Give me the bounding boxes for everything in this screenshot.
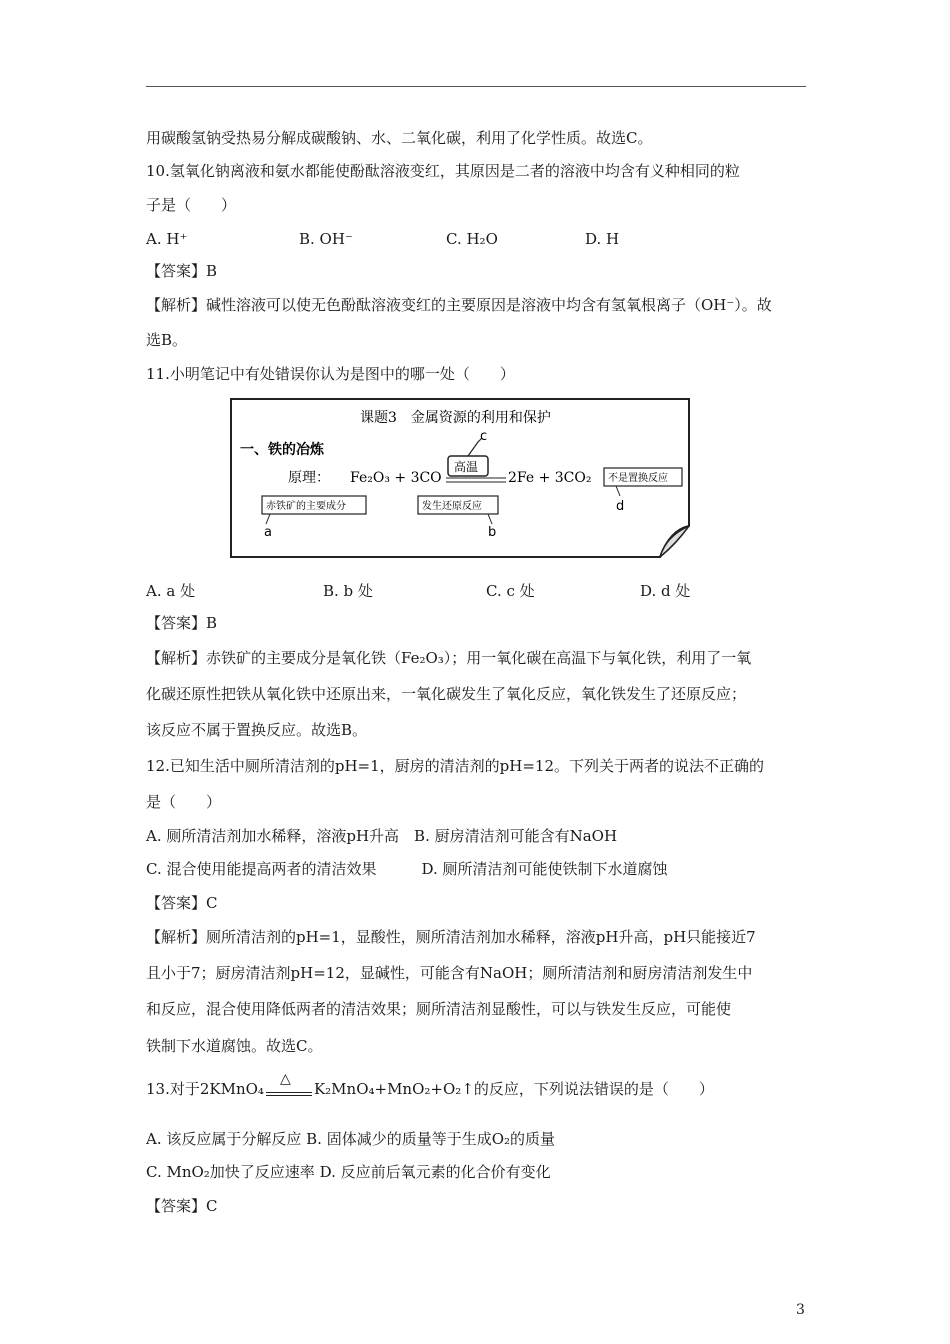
figure-title: 课题3 金属资源的利用和保护 <box>360 410 551 426</box>
explanation-10-cont: 选B。 <box>146 331 188 349</box>
question-12: 12.已知生活中厕所清洁剂的pH=1，厨房的清洁剂的pH=12。下列关于两者的说法不正确的 <box>146 757 764 775</box>
explanation-12-cont2: 和反应，混合使用降低两者的清洁效果；厕所清洁剂显酸性，可以与铁发生反应，可能使 <box>146 1000 732 1018</box>
answer-13: 【答案】C <box>146 1197 218 1215</box>
explanation-11-end: 该反应不属于置换反应。故选B。 <box>146 721 368 739</box>
question-13-suffix: 的反应，下列说法错误的是（ ） <box>473 1080 714 1098</box>
reactant: 2KMnO₄ <box>199 1080 264 1098</box>
explanation-12-cont: 且小于7；厨房清洁剂pH=12，显碱性，可能含有NaOH；厕所清洁剂和厨房清洁剂发生中 <box>146 964 753 982</box>
explanation-12: 【解析】厕所清洁剂的pH=1，显酸性，厕所清洁剂加水稀释，溶液pH升高，pH只能接近7 <box>146 928 756 946</box>
equation-left: Fe₂O₃ + 3CO <box>350 470 442 486</box>
question-11: 11.小明笔记中有处错误你认为是图中的哪一处（ ） <box>146 365 515 383</box>
explanation-12-end: 铁制下水道腐蚀。故选C。 <box>146 1037 323 1055</box>
answer-11: 【答案】B <box>146 614 218 632</box>
label-c: c <box>480 429 488 444</box>
principle-label: 原理： <box>288 470 330 486</box>
callout-a: 赤铁矿的主要成分 <box>266 501 346 512</box>
question-13-prefix: 13.对于 <box>146 1080 200 1098</box>
label-d: d <box>616 499 625 514</box>
callout-b: 发生还原反应 <box>422 501 482 512</box>
options-12-cd: C. 混合使用能提高两者的清洁效果 D. 厕所清洁剂可能使铁制下水道腐蚀 <box>146 860 668 878</box>
text-line: 用碳酸氢钠受热易分解成碳酸钠、水、二氧化碳，利用了化学性质。故选C。 <box>146 129 653 147</box>
options-12-ab: A. 厕所清洁剂加水稀释，溶液pH升高 B. 厨房清洁剂可能含有NaOH <box>146 827 618 845</box>
question-10-cont: 子是（ ） <box>146 196 237 214</box>
answer-10: 【答案】B <box>146 262 218 280</box>
products: K₂MnO₄+MnO₂+O₂↑ <box>313 1080 474 1098</box>
notebook-figure <box>230 398 690 558</box>
question-10: 10.氢氧化钠离液和氨水都能使酚酞溶液变红，其原因是二者的溶液中均含有义种相同的粒 <box>146 162 740 180</box>
option-d: D. H <box>585 230 620 248</box>
explanation-10: 【解析】碱性溶液可以使无色酚酞溶液变红的主要原因是溶液中均含有氢氧根离子（OH⁻）。故 <box>146 296 772 314</box>
option-d: D. d 处 <box>640 582 691 600</box>
option-c: C. H₂O <box>446 230 498 248</box>
options-13-ab: A. 该反应属于分解反应 B. 固体减少的质量等于生成O₂的质量 <box>146 1130 556 1148</box>
answer-12: 【答案】C <box>146 894 218 912</box>
question-12-cont: 是（ ） <box>146 793 222 811</box>
explanation-11: 【解析】赤铁矿的主要成分是氧化铁（Fe₂O₃）；用一氧化碳在高温下与氧化铁，利用了一氧 <box>146 649 752 667</box>
question-13 <box>146 1071 714 1099</box>
callout-d: 不是置换反应 <box>608 473 668 484</box>
equation-right: 2Fe + 3CO₂ <box>508 470 592 486</box>
label-a: a <box>264 525 272 540</box>
condition-text: 高温 <box>454 460 479 474</box>
options-13-cd: C. MnO₂加快了反应速率 D. 反应前后氧元素的化合价有变化 <box>146 1163 551 1181</box>
option-a: A. H⁺ <box>146 230 188 248</box>
option-b: B. b 处 <box>323 582 373 600</box>
reaction-arrow <box>264 1071 314 1099</box>
explanation-11-cont: 化碳还原性把铁从氧化铁中还原出来，一氧化碳发生了氧化反应，氧化铁发生了还原反应； <box>146 685 747 703</box>
option-c: C. c 处 <box>486 582 535 600</box>
option-a: A. a 处 <box>146 582 196 600</box>
option-b: B. OH⁻ <box>299 230 353 248</box>
label-b: b <box>488 525 497 540</box>
page-number: 3 <box>796 1302 805 1318</box>
heat-condition: △ <box>279 1071 291 1087</box>
header-rule <box>146 86 806 87</box>
figure-section: 一、铁的冶炼 <box>240 442 324 458</box>
